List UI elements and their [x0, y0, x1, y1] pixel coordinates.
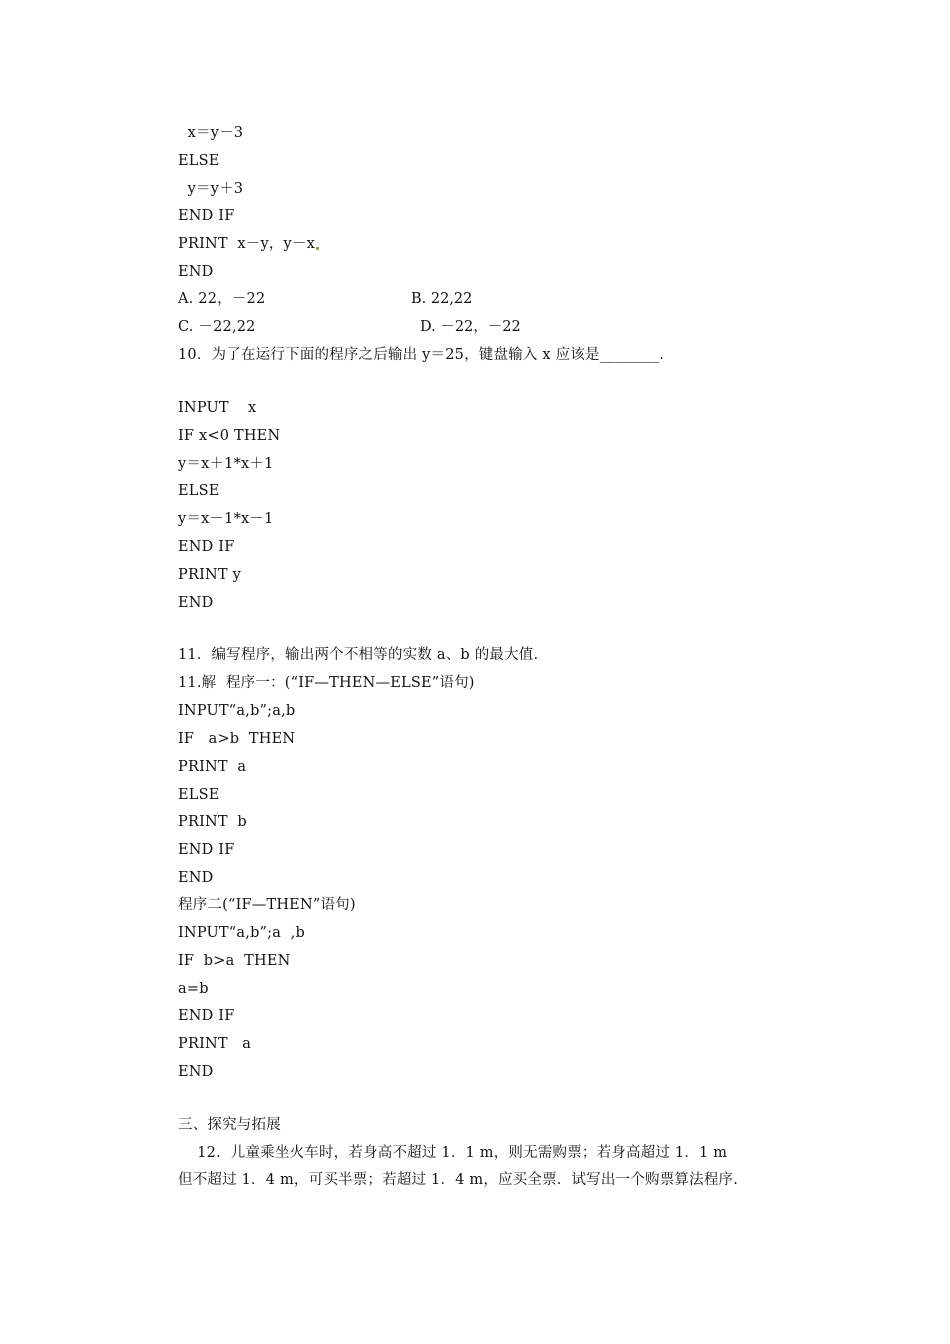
code-line: IF x<0 THEN: [178, 428, 281, 444]
code-line: PRINT a: [178, 1036, 252, 1052]
code-line: END IF: [178, 1008, 235, 1024]
code-line: ELSE: [178, 787, 220, 803]
code-line-print: [178, 235, 319, 253]
question-12-line-2: 但不超过 1．4 m，可买半票；若超过 1．4 m，应买全票．试写出一个购票算法程序.: [178, 1172, 739, 1188]
code-line: END: [178, 1064, 214, 1080]
code-line: IF a>b THEN: [178, 731, 296, 747]
code-line: ELSE: [178, 153, 220, 169]
code-line: a=b: [178, 981, 209, 997]
code-line: INPUT“a,b”;a ,b: [178, 925, 306, 941]
program-2-header: 程序二(“IF—THEN”语句): [178, 897, 356, 913]
code-line: INPUT x: [178, 400, 257, 416]
solution-header: 11.解 程序一：(“IF—THEN—ELSE”语句): [178, 675, 475, 691]
option-b: B. 22,22: [411, 291, 473, 307]
code-line: x＝y－3: [178, 125, 244, 141]
code-line: INPUT“a,b”;a,b: [178, 703, 296, 719]
code-line: END IF: [178, 539, 235, 555]
code-line: y＝x＋1*x＋1: [178, 456, 274, 472]
code-line: END: [178, 595, 214, 611]
code-line: y＝x－1*x－1: [178, 511, 274, 527]
section-title: 三、探究与拓展: [178, 1117, 281, 1133]
question-12-line-1: 12．儿童乘坐火车时，若身高不超过 1．1 m，则无需购票；若身高超过 1．1 m: [178, 1145, 728, 1161]
option-a: A. 22，－22: [178, 291, 266, 307]
question-11-stem: 11．编写程序，输出两个不相等的实数 a、b 的最大值.: [178, 647, 539, 663]
code-line: END IF: [178, 842, 235, 858]
code-line: IF b>a THEN: [178, 953, 291, 969]
code-line: END: [178, 264, 214, 280]
code-line-text: PRINT x－y，y－x: [178, 236, 316, 252]
option-d: D. －22，－22: [420, 319, 521, 335]
code-line: END IF: [178, 208, 235, 224]
revision-mark: [316, 247, 319, 250]
code-line: PRINT b: [178, 814, 247, 830]
option-c: C. －22,22: [178, 319, 256, 335]
code-line: PRINT a: [178, 759, 247, 775]
code-line: END: [178, 870, 214, 886]
code-line: PRINT y: [178, 567, 241, 583]
code-line: y＝y＋3: [178, 181, 244, 197]
question-10-stem: 10．为了在运行下面的程序之后输出 y＝25，键盘输入 x 应该是________.: [178, 347, 665, 363]
code-line: ELSE: [178, 483, 220, 499]
